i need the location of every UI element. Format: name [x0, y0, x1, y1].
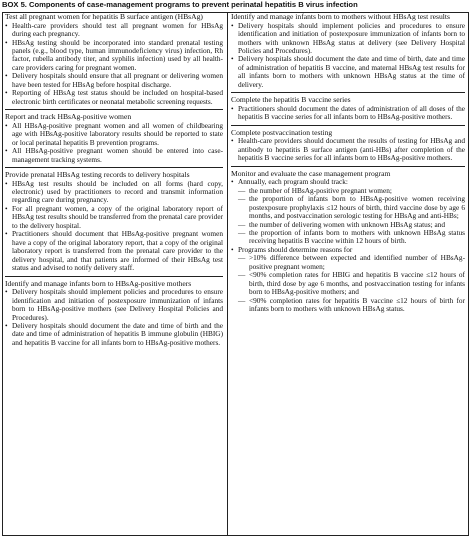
section-report-track: [5, 113, 223, 164]
dash-item: — the number of HBsAg-positive pregnant women;: [231, 187, 465, 195]
section-monitor-evaluate: [231, 170, 465, 314]
section-vaccine-series: [231, 96, 465, 122]
section-heading: Provide prenatal HBsAg testing records to delivery hospitals: [5, 169, 190, 179]
section-prenatal-records: [5, 171, 223, 273]
section-heading: Identify and manage infants born to mothers without HBsAg test results: [231, 13, 450, 21]
dash-item: — <90% completion rates for HBIG and hepatitis B vaccine ≤12 hours of birth, third dose by age 6 months, and postvaccination testing for infants born to HBsAg-positive mothers; and: [231, 271, 465, 296]
bullet-item: • Health-care providers should document the results of testing for HBsAg and antibody to hepatitis B surface antigen (anti-HBs) after completion of the hepatitis B vaccine series for all infants born to HBsAg-positive mothers.: [231, 137, 465, 162]
bullet-item: • Reporting of HBsAg test status should be included on hospital-based electronic birth certificates or neonatal metabolic screening requests.: [5, 89, 223, 106]
section-heading: Report and track HBsAg-positive women: [5, 112, 132, 122]
section-divider: [231, 92, 465, 93]
bullet-item: • Health-care providers should test all pregnant women for HBsAg during each pregnancy.: [5, 22, 223, 39]
section-heading: Complete the hepatitis B vaccine series: [231, 95, 351, 105]
column-divider: [227, 13, 228, 535]
section-heading: Identify and manage infants born to HBsAg-positive mothers: [5, 278, 192, 288]
right-column: [231, 13, 465, 535]
bullet-item: • Delivery hospitals should document the date and time of birth and the date and time of administration of hepatitis B immune globulin (HBIG) and hepatitis B vaccine for all infants born to HBsAg-positive mothers.: [5, 322, 223, 347]
bullet-item: • All HBsAg-positive pregnant women and all women of childbearing age with HBsAg-positive laboratory results should be reported to state or local perinatal hepatitis B prevention programs.: [5, 122, 223, 147]
bullet-item: • Delivery hospitals should document the date and time of birth, date and time of administration of hepatitis B vaccine, and maternal HBsAg test results for all infants born to mothers with unknown HBsAg status at the time of delivery.: [231, 55, 465, 89]
bullet-item: • Delivery hospitals should implement policies and procedures to ensure identification and initiation of postexposure immunization of infants born to mothers with unknown HBsAg status at delivery (see Delivery Hospital Policies and Procedures).: [231, 22, 465, 56]
section-heading: Monitor and evaluate the case management program: [231, 168, 391, 178]
section-infants-positive-mothers: [5, 280, 223, 348]
section-infants-unknown-status: [231, 13, 465, 89]
dash-item: — <90% completion rates for hepatitis B vaccine ≤12 hours of birth for infants born to mothers with unknown HBsAg status.: [231, 297, 465, 314]
bullet-item: • Annually, each program should track:: [231, 178, 465, 186]
bullet-item: • Delivery hospitals should implement policies and procedures to ensure identification and initiation of postexposure immunization of infants born to HBsAg-positive mothers (see Delivery Hospital Policies and Procedures).: [5, 288, 223, 322]
bullet-item: • Practitioners should document that HBsAg-positive pregnant women have a copy of the original laboratory report, that a copy of the original laboratory report is transferred from the prenatal care provider to the delivery hospital, and that patients are informed of their HBsAg test status and advised to notify delivery staff.: [5, 230, 223, 272]
section-postvaccination-testing: [231, 129, 465, 163]
bullet-item: • Programs should determine reasons for: [231, 246, 465, 254]
bullet-item: • Practitioners should document the dates of administration of all doses of the hepatitis B vaccine series for all infants born to HBsAg-positive mothers.: [231, 105, 465, 122]
bullet-item: • All HBsAg-positive pregnant women should be entered into case-management tracking systems.: [5, 147, 223, 164]
left-column: [5, 13, 223, 535]
section-divider: [5, 167, 223, 168]
dash-item: — the number of delivering women with unknown HBsAg status; and: [231, 221, 465, 229]
section-test-pregnant-women: [5, 13, 223, 106]
box-title: BOX 5. Components of case-management programs to prevent perinatal hepatitis B virus infection: [2, 0, 358, 9]
bullet-item: • Delivery hospitals should ensure that all pregnant or delivering women have been tested for HBsAg before hospital discharge.: [5, 72, 223, 89]
section-divider: [5, 109, 223, 110]
bullet-item: • HBsAg testing should be incorporated into standard prenatal testing panels (e.g., blood type, human immunodeficiency virus) infection, Rh factor, rubella antibody titer, and syphilis infection) used by all health-care providers caring for pregnant women.: [5, 39, 223, 73]
bullet-item: • HBsAg test results should be included on all forms (hard copy, electronic) used by practitioners to record and transmit information regarding care during pregnancy.: [5, 180, 223, 205]
dash-item: — the proportion of infants born to HBsAg-positive women receiving postexposure prophylaxis ≤12 hours of birth, third vaccine dose by age 6 months, and postvaccination serologic testing for HBsAg and anti-HBs;: [231, 195, 465, 220]
bullet-item: • For all pregnant women, a copy of the original laboratory report of HBsAg test results should be transferred from the prenatal care provider to the delivery hospital.: [5, 205, 223, 230]
section-heading: Complete postvaccination testing: [231, 127, 333, 137]
section-heading: Test all pregnant women for hepatitis B surface antigen (HBsAg): [5, 13, 203, 21]
section-divider: [231, 125, 465, 126]
dash-item: — the proportion of infants born to mothers with unknown HBsAg status receiving hepatitis B vaccine within 12 hours of birth.: [231, 229, 465, 246]
section-divider: [5, 276, 223, 277]
dash-item: — >10% difference between expected and identified number of HBsAg-positive pregnant women;: [231, 254, 465, 271]
section-divider: [231, 166, 465, 167]
